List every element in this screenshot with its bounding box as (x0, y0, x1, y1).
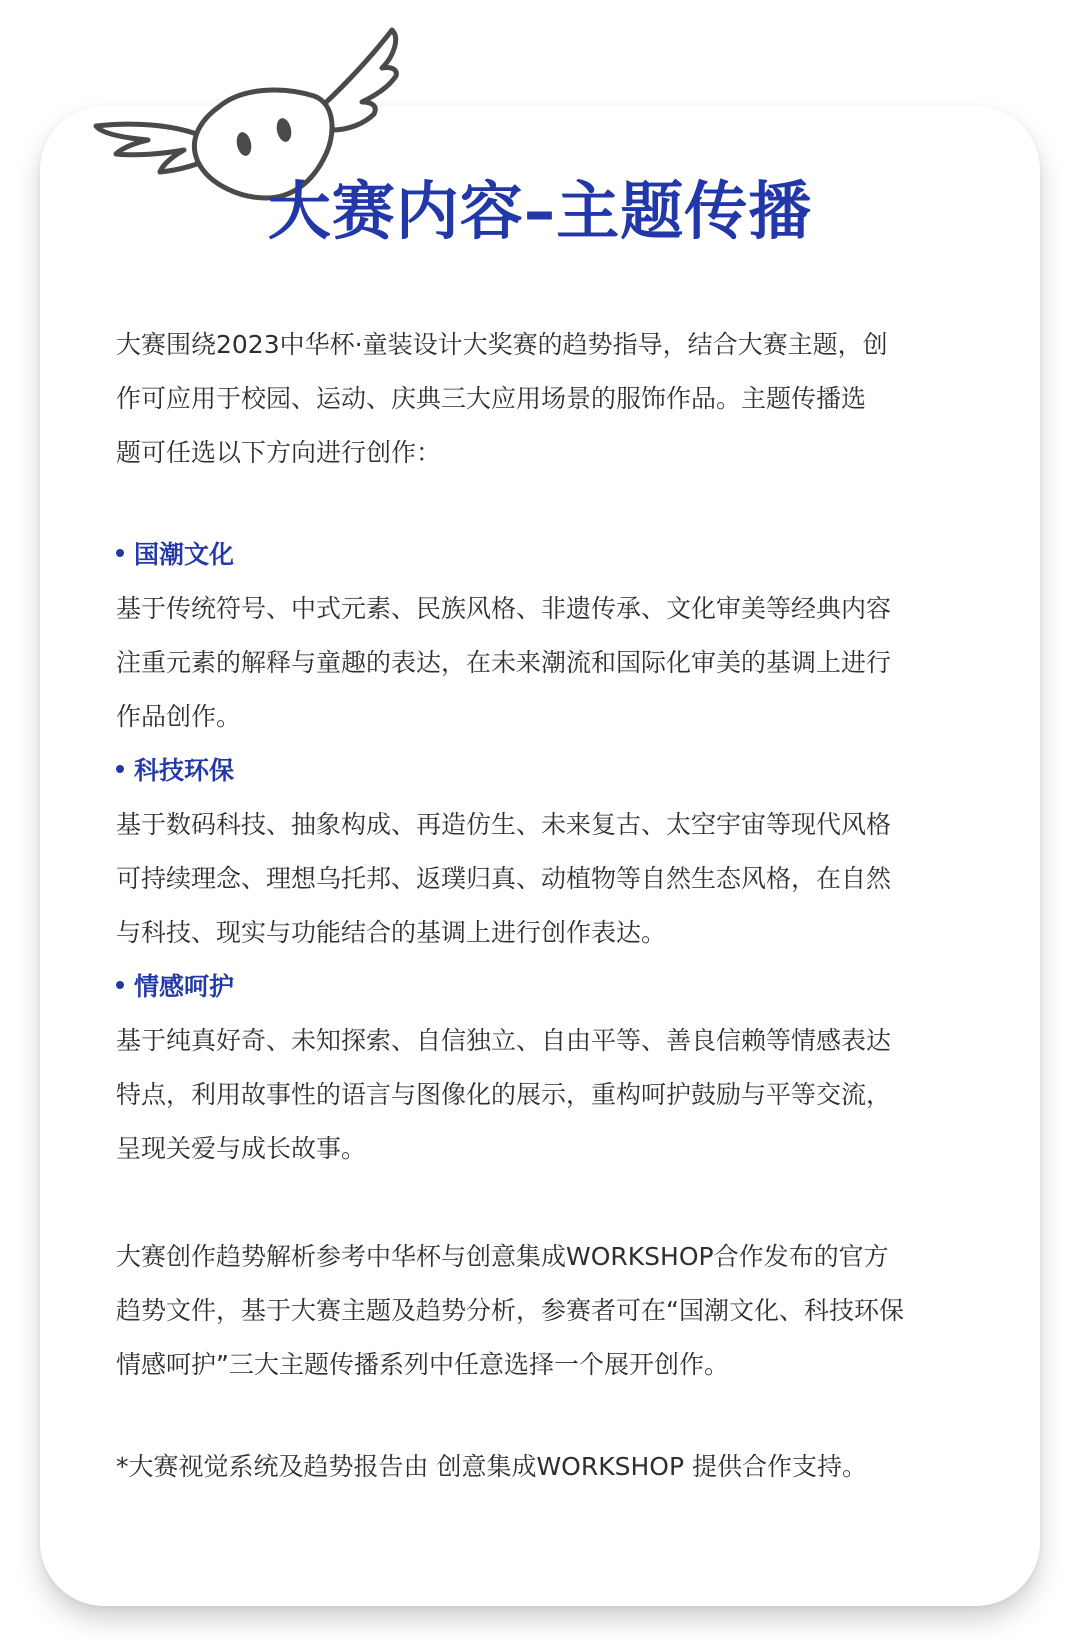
section-keji (116, 744, 972, 960)
bullet-dot-icon (116, 549, 124, 557)
intro-paragraph (116, 318, 972, 480)
section-heading-text: 情感呵护 (134, 972, 235, 1001)
intro-line: 题可任选以下方向进行创作： (116, 438, 442, 467)
section-heading-text: 科技环保 (134, 756, 235, 785)
section-line: 注重元素的解释与童趣的表达，在未来潮流和国际化审美的基调上进行 (116, 648, 892, 677)
section-line: 基于纯真好奇、未知探索、自信独立、自由平等、善良信赖等情感表达 (116, 1026, 892, 1055)
section-heading (116, 960, 972, 1014)
intro-line: 作可应用于校园、运动、庆典三大应用场景的服饰作品。主题传播选 (116, 384, 867, 413)
content-body (116, 318, 972, 1494)
section-line: 可持续理念、理想乌托邦、返璞归真、动植物等自然生态风格，在自然 (116, 864, 892, 893)
section-line: 特点，利用故事性的语言与图像化的展示，重构呵护鼓励与平等交流， (116, 1080, 892, 1109)
section-body (116, 1014, 972, 1176)
summary-paragraph (116, 1230, 972, 1392)
section-body (116, 582, 972, 744)
section-qinggan (116, 960, 972, 1176)
summary-line: 趋势文件，基于大赛主题及趋势分析，参赛者可在“国潮文化、科技环保 (116, 1296, 904, 1325)
section-body (116, 798, 972, 960)
summary-line: 情感呵护”三大主题传播系列中任意选择一个展开创作。 (116, 1350, 729, 1379)
summary-line: 大赛创作趋势解析参考中华杯与创意集成WORKSHOP合作发布的官方 (116, 1242, 889, 1271)
intro-line: 大赛围绕2023中华杯·童装设计大奖赛的趋势指导，结合大赛主题，创 (116, 330, 888, 359)
bullet-dot-icon (116, 981, 124, 989)
section-heading-text: 国潮文化 (134, 540, 235, 569)
section-line: 与科技、现实与功能结合的基调上进行创作表达。 (116, 918, 667, 947)
bullet-dot-icon (116, 765, 124, 773)
section-heading (116, 744, 972, 798)
section-line: 呈现关爱与成长故事。 (116, 1134, 367, 1163)
page-title: 大赛内容–主题传播 (267, 175, 813, 248)
section-heading (116, 528, 972, 582)
section-line: 基于传统符号、中式元素、民族风格、非遗传承、文化审美等经典内容 (116, 594, 892, 623)
section-line: 作品创作。 (116, 702, 242, 731)
section-guochao (116, 528, 972, 744)
section-line: 基于数码科技、抽象构成、再造仿生、未来复古、太空宇宙等现代风格 (116, 810, 892, 839)
footnote: *大赛视觉系统及趋势报告由 创意集成WORKSHOP 提供合作支持。 (116, 1452, 867, 1481)
